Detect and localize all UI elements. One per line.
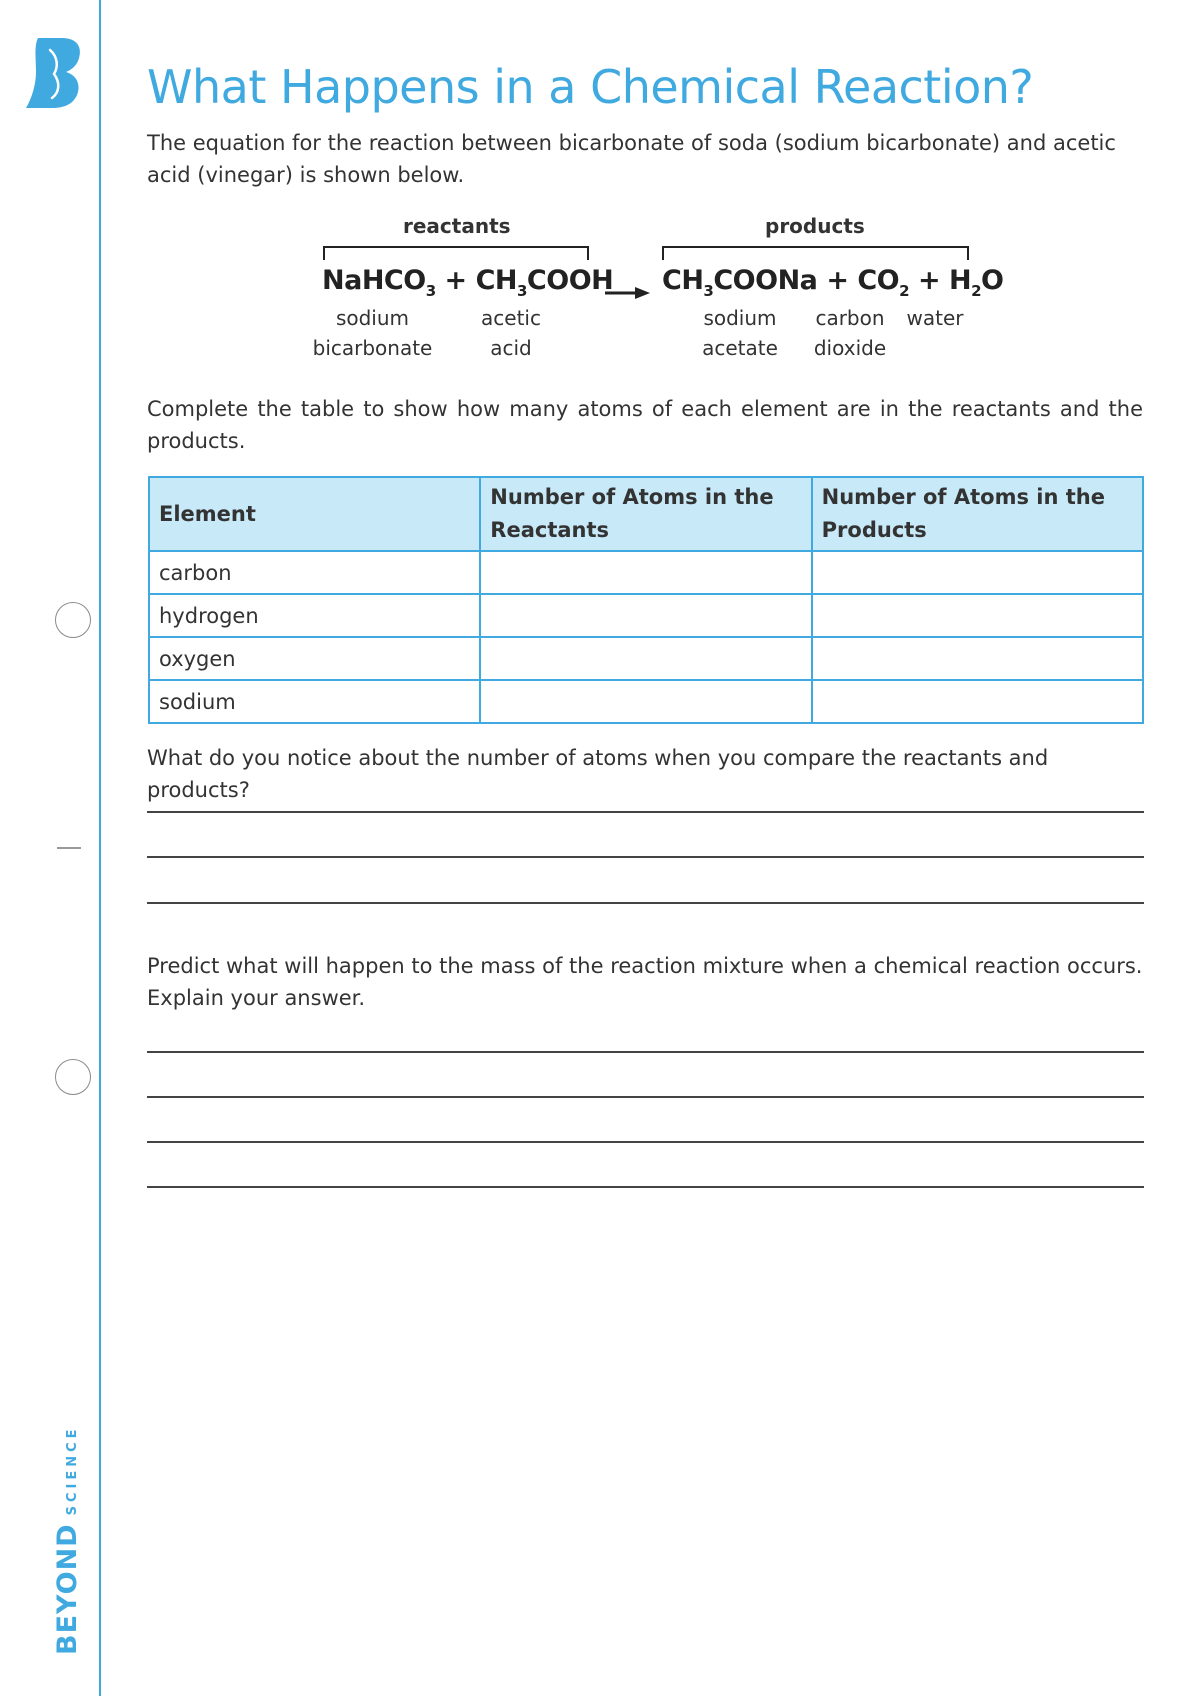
question-2: Predict what will happen to the mass of the reaction mixture when a chemical reaction occurs. Explain your answer.: [147, 954, 1143, 1010]
reactants-label: reactants: [403, 214, 511, 238]
reactants-count-cell[interactable]: [480, 551, 811, 594]
name-water: water: [906, 306, 964, 330]
brand-wordmark: [52, 1426, 83, 1656]
products-count-cell[interactable]: [812, 551, 1143, 594]
products-count-cell[interactable]: [812, 594, 1143, 637]
products-label: products: [765, 214, 865, 238]
header-reactants: Number of Atoms in the Reactants: [480, 477, 811, 551]
formula-acetic-acid: $CH_3COOH$: [475, 265, 614, 300]
answer-line[interactable]: [147, 902, 1144, 904]
brand-sub: SCIENCE: [65, 1425, 80, 1516]
table-row: [149, 680, 1143, 723]
name-acetic-acid: acetic acid: [481, 306, 541, 360]
header-element: Element: [149, 477, 480, 551]
element-cell: sodium: [149, 680, 480, 723]
name-sodium-bicarbonate: sodium bicarbonate: [312, 306, 433, 360]
binder-hole: [55, 602, 91, 638]
formula-water: $H_2O$: [949, 265, 1004, 300]
element-cell: oxygen: [149, 637, 480, 680]
products-count-cell[interactable]: [812, 637, 1143, 680]
table-row: [149, 551, 1143, 594]
table-row: [149, 637, 1143, 680]
element-cell: carbon: [149, 551, 480, 594]
table-instruction: Complete the table to show how many atoms of each element are in the reactants and the products.: [147, 397, 1143, 453]
reactants-count-cell[interactable]: [480, 680, 811, 723]
answer-line[interactable]: [147, 1186, 1144, 1188]
products-bracket: [662, 246, 969, 260]
reactants-count-cell[interactable]: [480, 637, 811, 680]
formula-sodium-bicarbonate: NaHCO$_3$: [322, 265, 436, 300]
plus-sign: +: [917, 265, 941, 296]
margin-rule: [99, 0, 101, 1696]
header-products: Number of Atoms in the Products: [812, 477, 1143, 551]
page-title: What Happens in a Chemical Reaction?: [147, 60, 1034, 114]
brand-name: BEYOND: [52, 1523, 83, 1655]
table-header-row: [149, 477, 1143, 551]
reactants-bracket: [323, 246, 589, 260]
intro-text: The equation for the reaction between bicarbonate of soda (sodium bicarbonate) and acetic acid (vinegar) is shown below.: [147, 131, 1116, 187]
plus-sign: +: [826, 265, 849, 296]
element-cell: hydrogen: [149, 594, 480, 637]
question-1: What do you notice about the number of atoms when you compare the reactants and products?: [147, 746, 1049, 802]
answer-line[interactable]: [147, 811, 1144, 813]
plus-sign: +: [444, 265, 467, 296]
fold-mark: [57, 847, 81, 849]
answer-line[interactable]: [147, 1141, 1144, 1143]
formula-sodium-acetate: $CH_3COONa$: [662, 265, 818, 300]
name-carbon-dioxide: carbon dioxide: [813, 306, 887, 360]
chemical-equation: [300, 208, 1004, 368]
reactants-formula: [322, 265, 614, 300]
answer-line[interactable]: [147, 1051, 1144, 1053]
name-sodium-acetate: sodium acetate: [702, 306, 778, 360]
reaction-arrow-icon: [605, 286, 650, 300]
products-count-cell[interactable]: [812, 680, 1143, 723]
binder-hole: [55, 1059, 91, 1095]
answer-line[interactable]: [147, 856, 1144, 858]
reactants-count-cell[interactable]: [480, 594, 811, 637]
products-formula: [662, 265, 1004, 300]
table-row: [149, 594, 1143, 637]
formula-carbon-dioxide: $CO_2$: [857, 265, 910, 300]
answer-line[interactable]: [147, 1096, 1144, 1098]
atoms-table: [148, 476, 1144, 724]
brand-logo-icon: [24, 36, 82, 108]
